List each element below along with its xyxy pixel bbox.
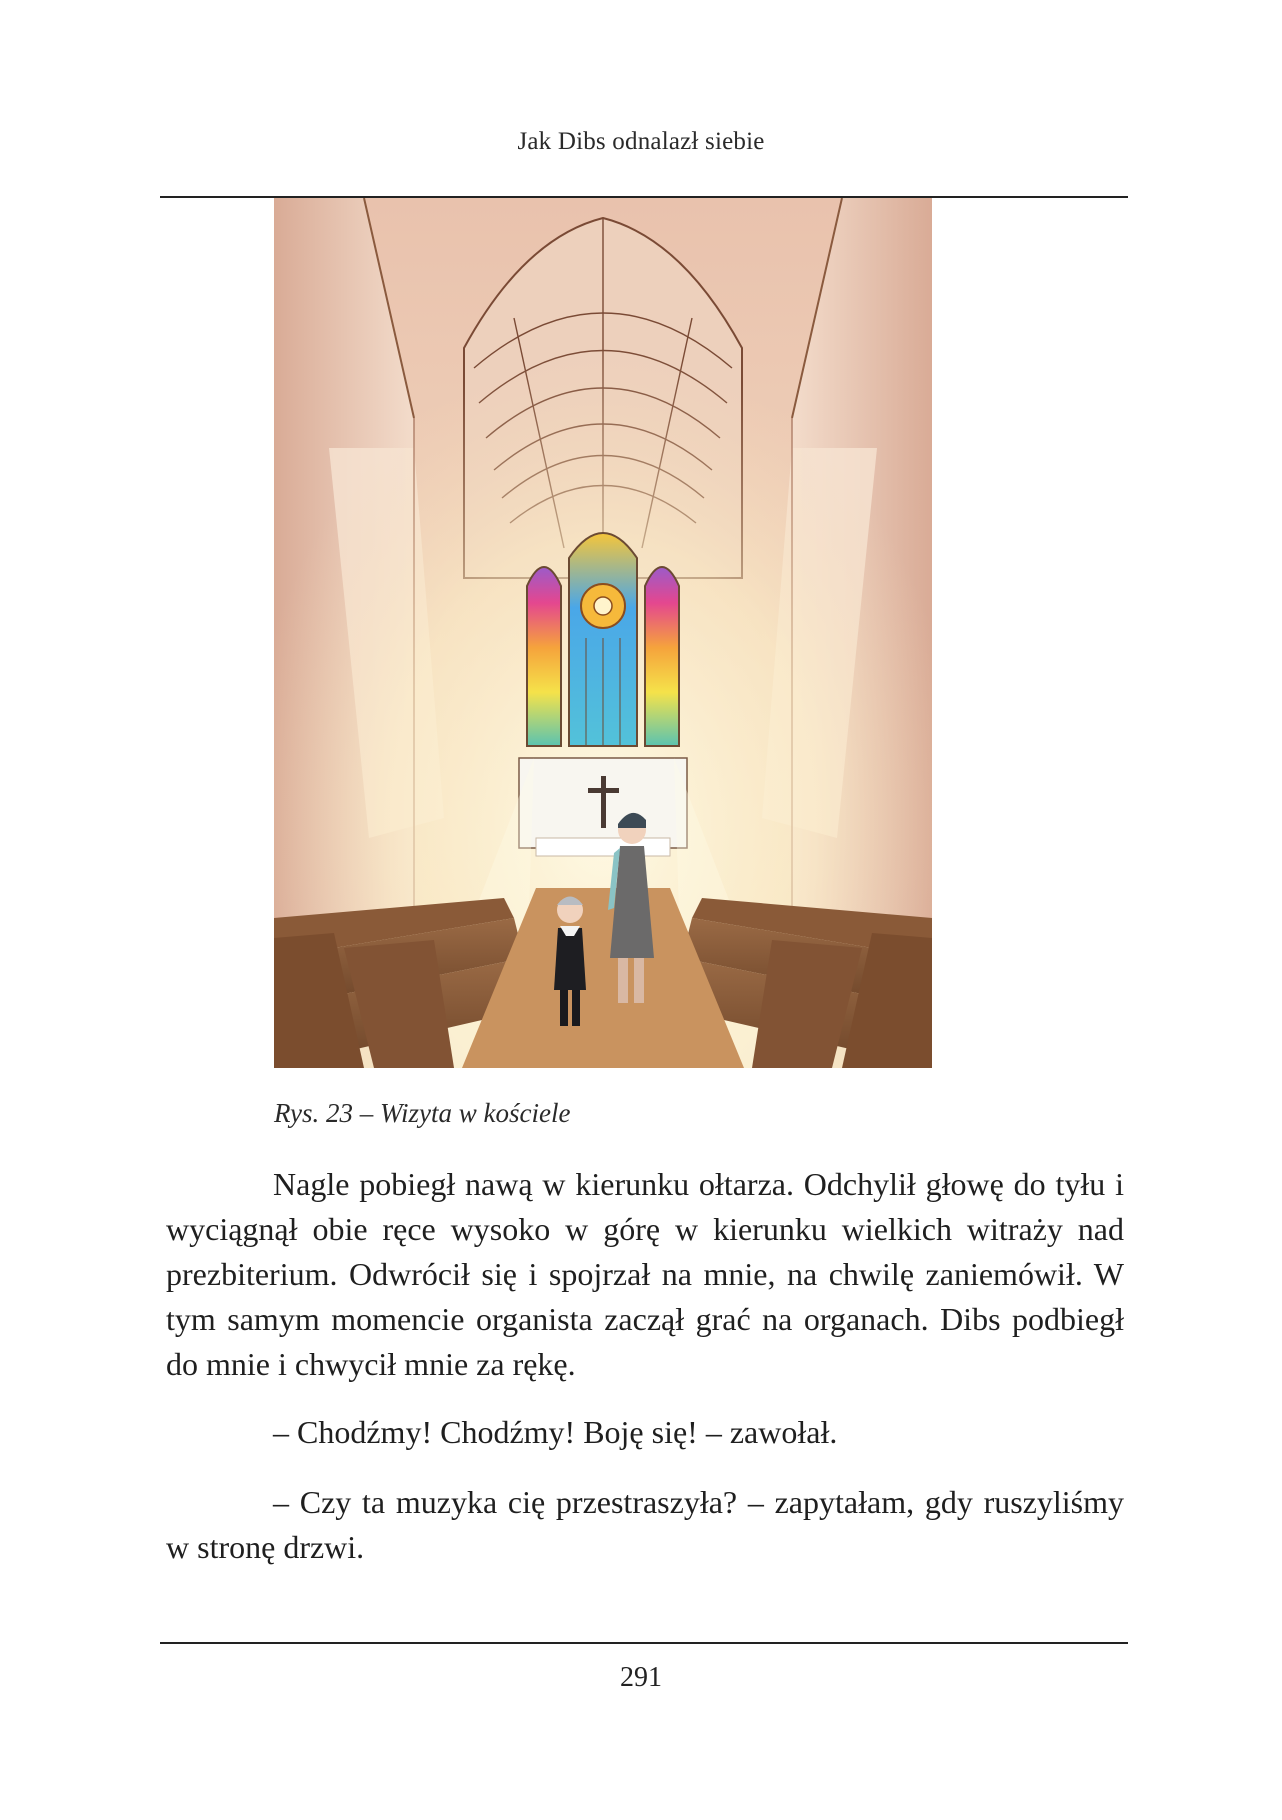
- paragraph: – Czy ta muzyka cię przestraszyła? – zapytałam, gdy ruszyliśmy w stronę drzwi.: [166, 1484, 1124, 1565]
- figure-caption: Rys. 23 – Wizyta w kościele: [274, 1098, 571, 1128]
- footer-divider: [160, 1642, 1128, 1644]
- running-header: Jak Dibs odnalazł siebie: [517, 128, 765, 155]
- paragraph: Nagle pobiegł nawą w kierunku ołtarza. Odchylił głowę do tyłu i wyciągnął obie ręce wysoko w górę w kierunku wielkich witraży nad prezbiterium. Odwrócił się i spojrzał na mnie, na chwilę zaniemówił. W tym samym momencie organista zaczął grać na organach. Dibs podbiegł do mnie i chwycił mnie za rękę.: [166, 1166, 1124, 1382]
- church-illustration: [274, 198, 932, 1068]
- paragraph: – Chodźmy! Chodźmy! Boję się! – zawołał.: [273, 1414, 838, 1450]
- page-number: 291: [620, 1662, 662, 1693]
